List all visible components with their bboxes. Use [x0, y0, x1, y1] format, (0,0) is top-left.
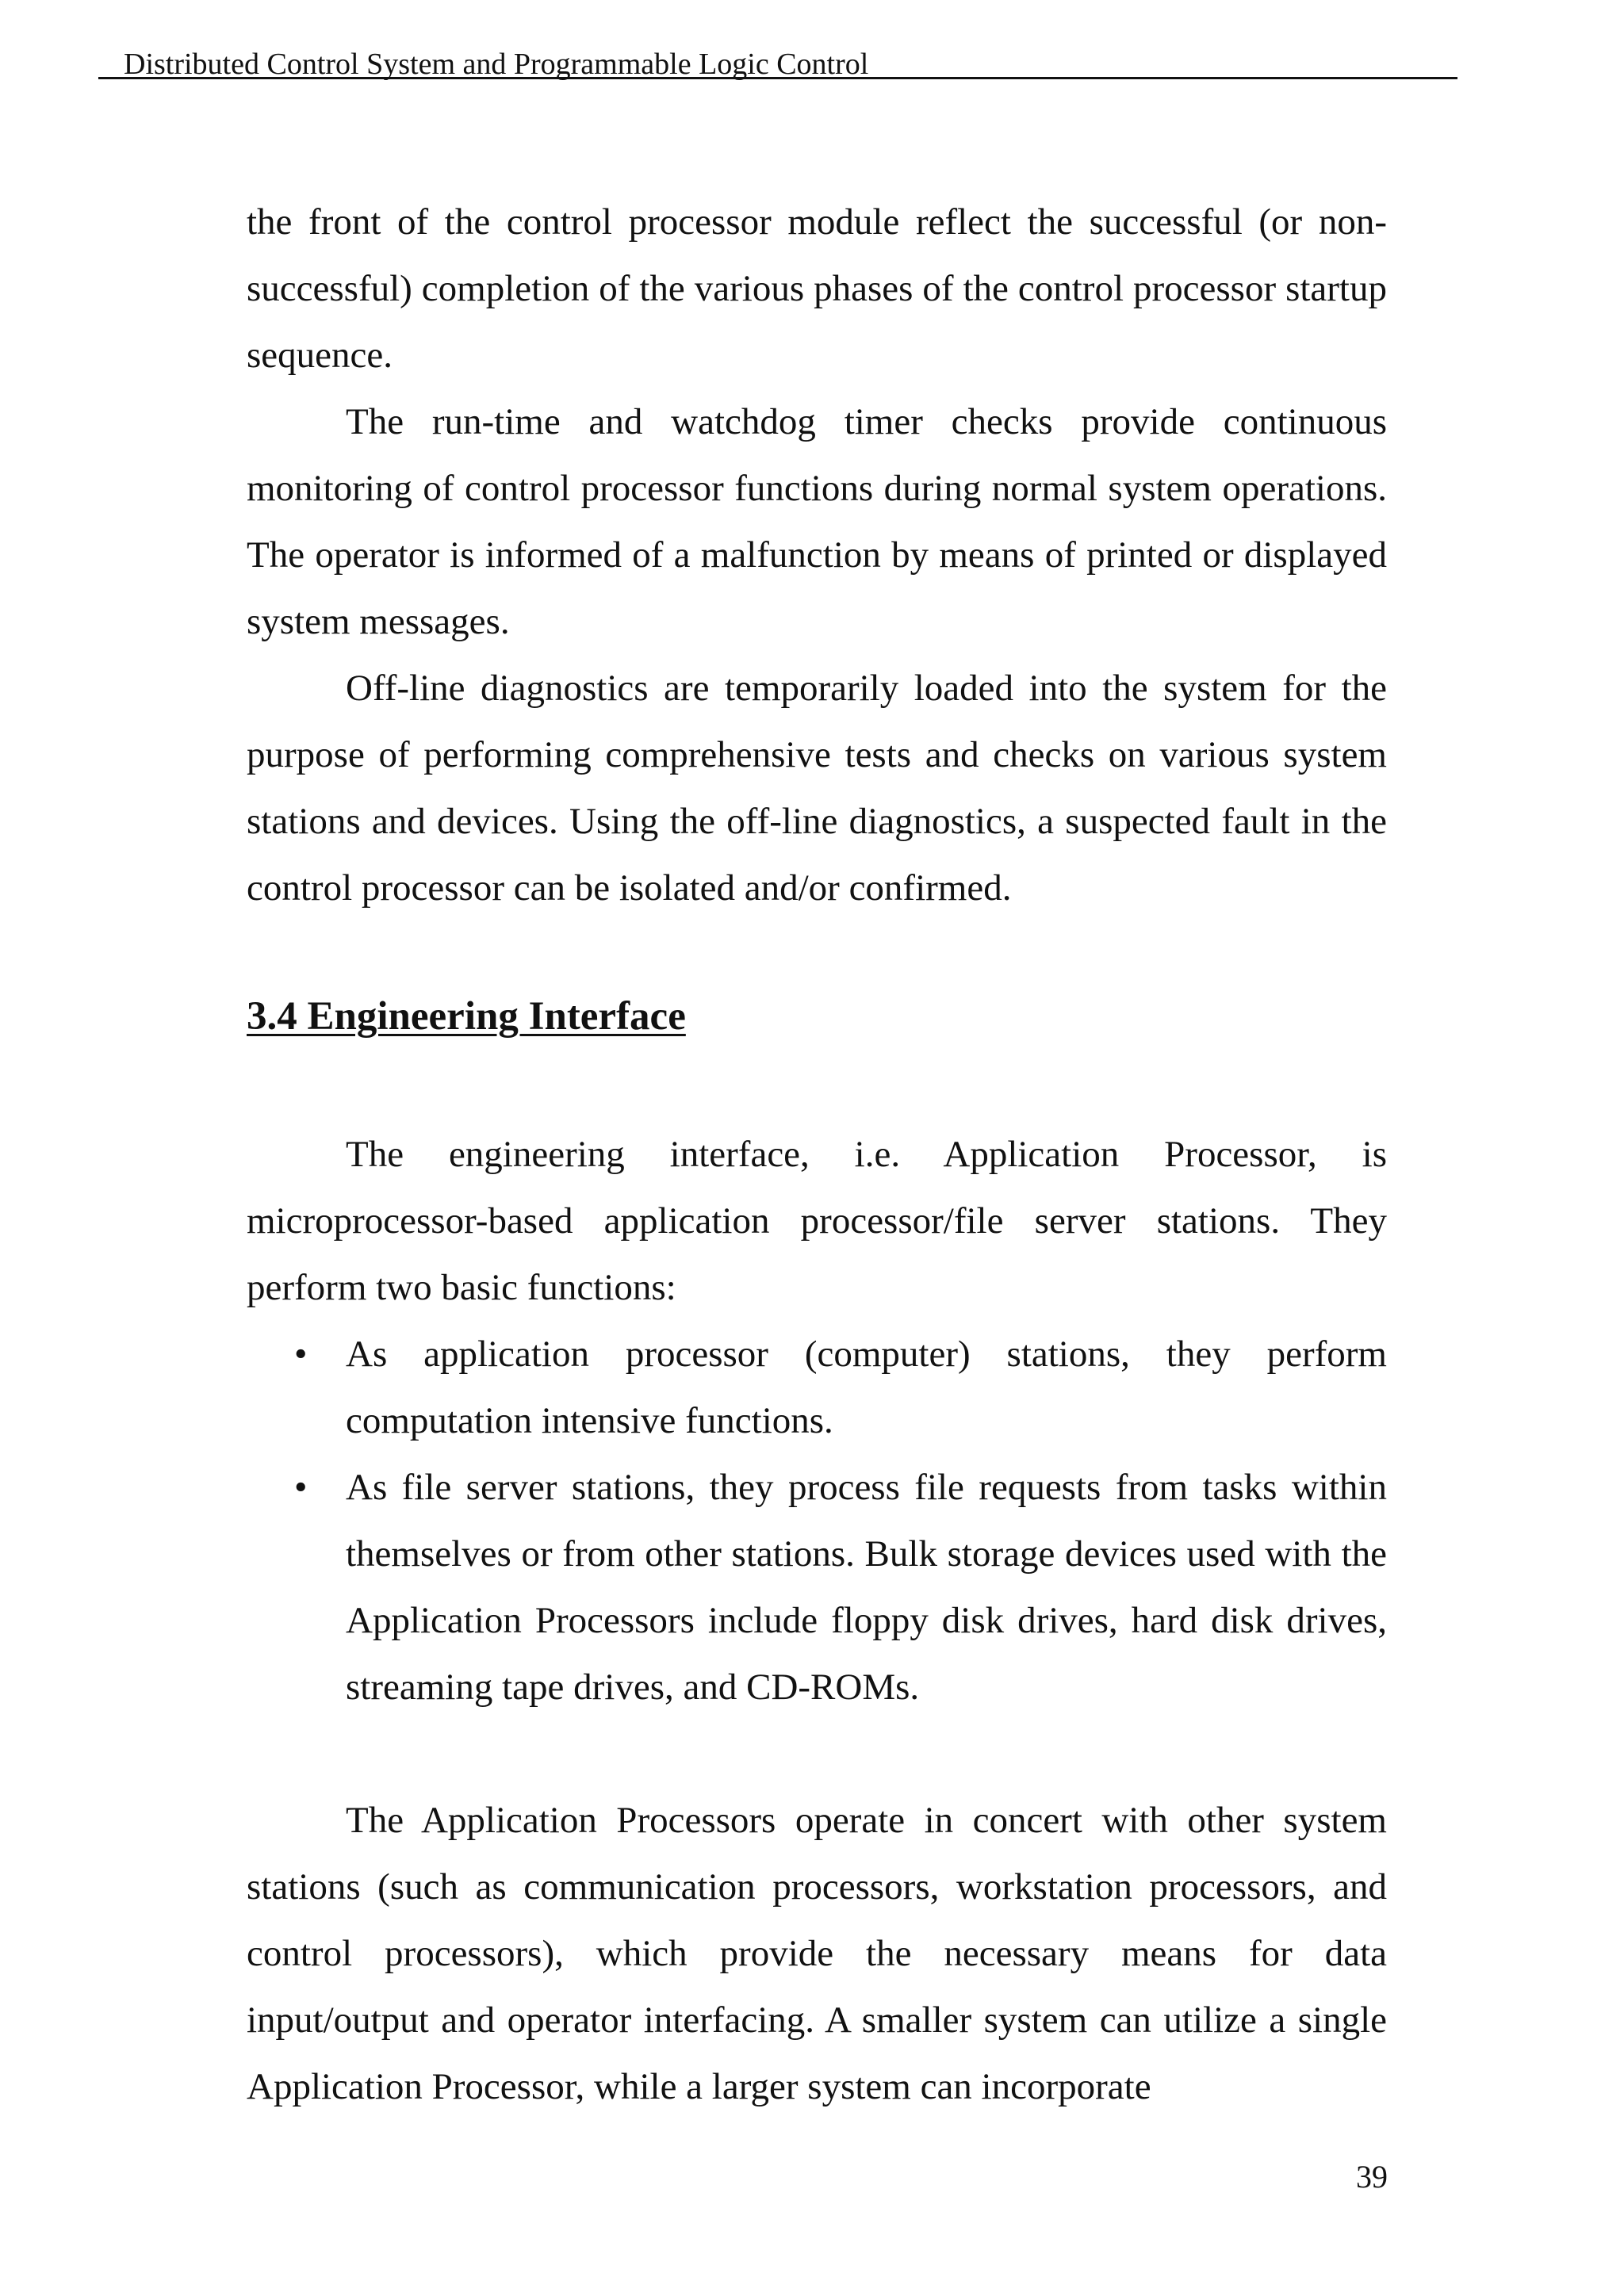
- list-item: [247, 1454, 1387, 1720]
- paragraph-runtime-checks: The run-time and watchdog timer checks provide continuous monitoring of control processor functions during normal system operations. The operator is informed of a malfunction by means of printed or displayed system messages.: [247, 401, 1387, 642]
- page-number: 39: [1356, 2159, 1388, 2195]
- list-item-text: As application processor (computer) stations, they perform computation intensive functions.: [346, 1334, 1387, 1441]
- running-header: [98, 35, 1457, 79]
- paragraph-engineering-interface-intro: The engineering interface, i.e. Application Processor, is microprocessor-based application processor/file server stations. They perform two basic functions:: [247, 1134, 1387, 1308]
- bullet-icon: •: [294, 1467, 308, 1508]
- list-item-text: As file server stations, they process file requests from tasks within themselves or from other stations. Bulk storage devices used with the Application Processors include floppy disk drives, hard disk drives, streaming tape drives, and CD-ROMs.: [346, 1467, 1387, 1708]
- running-header-title: Distributed Control System and Programmable Logic Control: [124, 48, 869, 81]
- section-heading: 3.4 Engineering Interface: [247, 994, 686, 1039]
- list-item: [247, 1321, 1387, 1454]
- paragraph-offline-diagnostics: Off-line diagnostics are temporarily loaded into the system for the purpose of performing comprehensive tests and checks on various system stations and devices. Using the off-line diagnostics, a suspected fault in the control processor can be isolated and/or confirmed.: [247, 668, 1387, 909]
- paragraph-application-processors: The Application Processors operate in concert with other system stations (such as communication processors, workstation processors, and control processors), which provide the necessary means for data input/output and operator interfacing. A smaller system can utilize a single Application Processor, while a larger system can incorporate: [247, 1800, 1387, 2107]
- functions-list: [247, 1321, 1387, 1720]
- page-body: [247, 189, 1387, 2120]
- paragraph-startup-sequence: the front of the control processor module reflect the successful (or non-successful) completion of the various phases of the control processor startup sequence.: [247, 201, 1387, 376]
- bullet-icon: •: [294, 1334, 308, 1375]
